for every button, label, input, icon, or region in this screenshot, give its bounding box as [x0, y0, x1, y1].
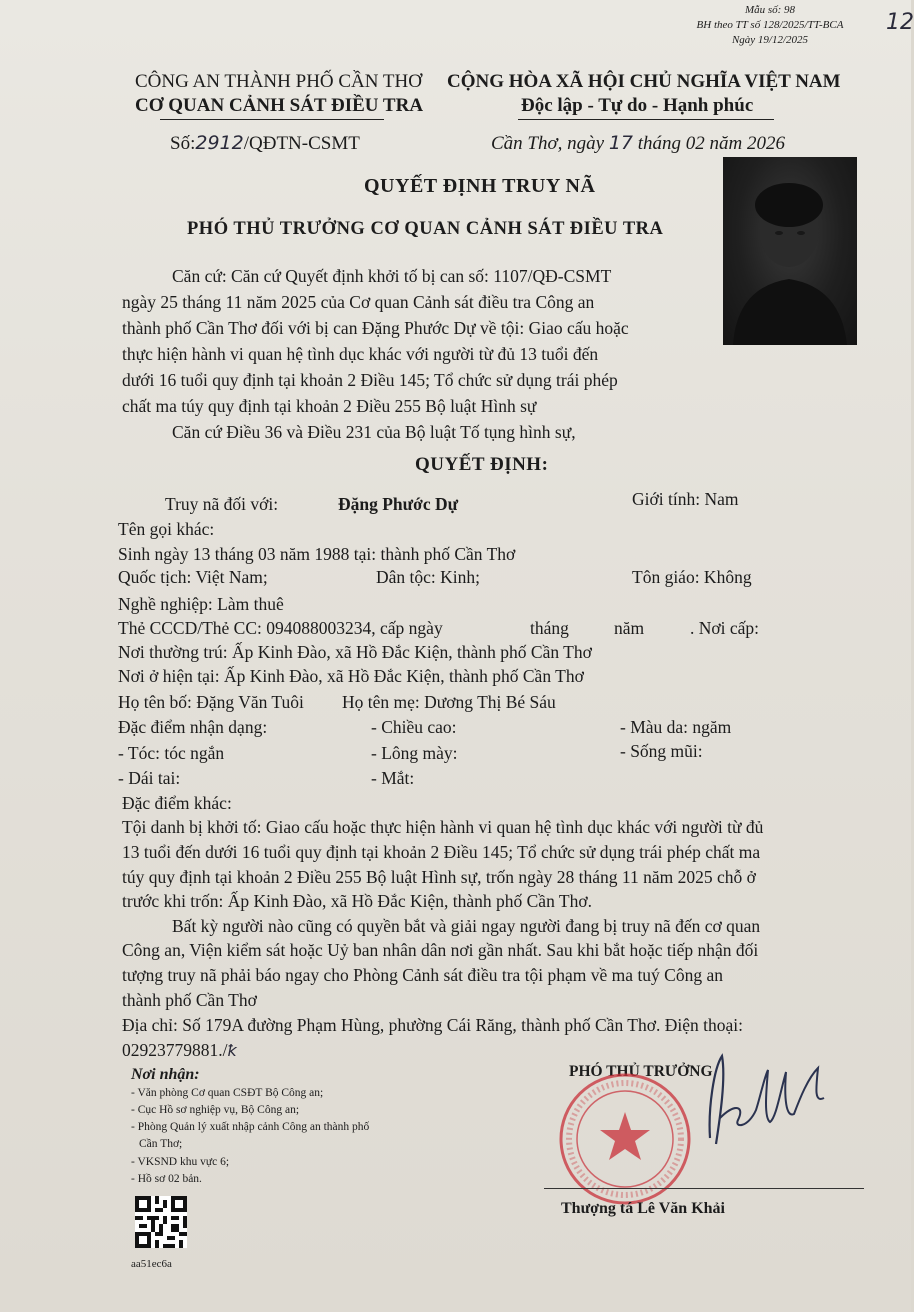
charge-line-4: trước khi trốn: Ấp Kinh Đào, xã Hồ Đắc Kiện, thành phố Cần Thơ. — [122, 891, 592, 911]
recipient-1: - Văn phòng Cơ quan CSĐT Bộ Công an; — [131, 1087, 324, 1099]
agency-department: CƠ QUAN CẢNH SÁT ĐIỀU TRA — [135, 95, 424, 116]
handwritten-mark: ꝁ — [227, 1041, 237, 1060]
feature-eyebrows: - Lông mày: — [371, 743, 458, 763]
decision-heading: QUYẾT ĐỊNH: — [415, 454, 549, 475]
religion: Tôn giáo: Không — [632, 567, 752, 587]
other-features: Đặc điểm khác: — [122, 793, 232, 813]
person-silhouette-icon — [723, 157, 857, 345]
id-issue-place: . Nơi cấp: — [690, 618, 760, 638]
place-date-day: 17 — [608, 132, 634, 154]
basis-line-6: chất ma túy quy định tại khoản 2 Điều 255 Bộ luật Hình sự — [122, 396, 537, 416]
address-line-1: Địa chỉ: Số 179A đường Phạm Hùng, phường Cái Răng, thành phố Cần Thơ. Điện thoại: — [122, 1015, 743, 1035]
issuing-authority: PHÓ THỦ TRƯỞNG CƠ QUAN CẢNH SÁT ĐIỀU TRA — [187, 219, 664, 239]
wanted-name: Đặng Phước Dự — [338, 494, 459, 514]
instruction-line-4: thành phố Cần Thơ — [122, 990, 257, 1010]
form-number: Mẫu số: 98 — [744, 4, 796, 16]
basis-line-7: Căn cứ Điều 36 và Điều 231 của Bộ luật Tố tụng hình sự, — [172, 422, 576, 442]
id-card: Thẻ CCCD/Thẻ CC: 094088003234, cấp ngày — [118, 618, 443, 638]
signature-line — [544, 1188, 864, 1189]
number-suffix: /QĐTN-CSMT — [243, 133, 360, 154]
number-label: Số: — [170, 133, 196, 154]
signer-role: PHÓ THỦ TRƯỞNG — [569, 1063, 713, 1080]
basis-line-1: Căn cứ: Căn cứ Quyết định khởi tố bị can số: 1107/QĐ-CSMT — [172, 266, 612, 286]
charge-line-2: 13 tuổi đến dưới 16 tuổi quy định tại khoản 2 Điều 145; Tổ chức sử dụng trái phép chất ma — [122, 842, 761, 862]
charge-line-1: Tội danh bị khởi tố: Giao cấu hoặc thực hiện hành vi quan hệ tình dục khác với người từ đủ — [122, 817, 764, 837]
recipient-3-cont: Cần Thơ; — [139, 1138, 183, 1150]
qr-code-icon — [135, 1196, 187, 1248]
mother-name: Họ tên mẹ: Dương Thị Bé Sáu — [342, 692, 556, 712]
instruction-line-1: Bất kỳ người nào cũng có quyền bắt và giải ngay người đang bị truy nã đến cơ quan — [172, 916, 761, 936]
phone-number: 02923779881./ — [122, 1040, 228, 1060]
nation-name: CỘNG HÒA XÃ HỘI CHỦ NGHĨA VIỆT NAM — [447, 71, 841, 92]
recipients-label: Nơi nhận: — [131, 1066, 200, 1083]
feature-hair: - Tóc: tóc ngắn — [118, 743, 225, 763]
document-code: aa51ec6a — [131, 1258, 172, 1270]
address-line-2 — [122, 1038, 237, 1063]
permanent-residence: Nơi thường trú: Ấp Kinh Đào, xã Hồ Đắc Kiện, thành phố Cần Thơ — [118, 642, 592, 662]
recipient-5: - Hồ sơ 02 bản. — [131, 1173, 202, 1185]
place-date-suffix: tháng 02 năm 2026 — [637, 133, 786, 154]
recipient-3: - Phòng Quản lý xuất nhập cảnh Công an thành phố — [131, 1121, 370, 1133]
birth-info: Sinh ngày 13 tháng 03 năm 1988 tại: thành phố Cần Thơ — [118, 544, 516, 564]
feature-ear: - Dái tai: — [118, 768, 181, 788]
agency-underline — [160, 119, 384, 120]
basis-line-5: dưới 16 tuổi quy định tại khoản 2 Điều 145; Tổ chức sử dụng trái phép — [122, 370, 618, 390]
recipient-2: - Cục Hồ sơ nghiệp vụ, Bộ Công an; — [131, 1104, 300, 1116]
ethnicity: Dân tộc: Kinh; — [376, 567, 481, 587]
charge-line-3: túy quy định tại khoản 2 Điều 255 Bộ luật Hình sự, trốn ngày 28 tháng 11 năm 2025 chỗ ở — [122, 867, 756, 887]
features-label: Đặc điểm nhận dạng: — [118, 717, 268, 737]
signer-name: Thượng tá Lê Văn Khải — [561, 1200, 725, 1217]
alias: Tên gọi khác: — [118, 519, 215, 539]
instruction-line-3: tượng truy nã phải báo ngay cho Phòng Cảnh sát điều tra tội phạm về ma tuý Công an — [122, 965, 723, 985]
wanted-label: Truy nã đối với: — [165, 494, 279, 514]
basis-line-4: thực hiện hành vi quan hệ tình dục khác với người từ đủ 13 tuổi đến — [122, 344, 599, 364]
feature-eyes: - Mắt: — [371, 768, 415, 788]
basis-line-2: ngày 25 tháng 11 năm 2025 của Cơ quan Cảnh sát điều tra Công an — [122, 292, 595, 312]
feature-nose: - Sống mũi: — [620, 741, 703, 761]
recipient-4: - VKSND khu vực 6; — [131, 1156, 230, 1168]
nationality: Quốc tịch: Việt Nam; — [118, 567, 268, 587]
qr-code — [135, 1196, 187, 1248]
suspect-photo — [723, 157, 857, 345]
id-year: năm — [614, 618, 645, 638]
gender: Giới tính: Nam — [632, 489, 739, 509]
form-date: Ngày 19/12/2025 — [731, 34, 809, 46]
document-number — [170, 131, 360, 156]
corner-handwritten-mark: 12 — [886, 10, 914, 35]
motto-underline — [518, 119, 774, 120]
feature-skin: - Màu da: ngăm — [620, 717, 732, 737]
form-basis: BH theo TT số 128/2025/TT-BCA — [696, 19, 844, 31]
document-title: QUYẾT ĐỊNH TRUY NÃ — [364, 175, 596, 197]
id-month: tháng — [530, 618, 569, 638]
agency-name: CÔNG AN THÀNH PHỐ CẦN THƠ — [135, 71, 422, 92]
nation-motto: Độc lập - Tự do - Hạnh phúc — [521, 95, 754, 116]
number-handwritten: 2912 — [195, 132, 244, 154]
instruction-line-2: Công an, Viện kiểm sát hoặc Uỷ ban nhân dân nơi gần nhất. Sau khi bắt hoặc tiếp nhận đối — [122, 940, 759, 960]
place-date-prefix: Cần Thơ, ngày — [491, 133, 605, 154]
father-name: Họ tên bố: Đặng Văn Tuôi — [118, 692, 304, 712]
place-date — [491, 131, 785, 156]
basis-line-3: thành phố Cần Thơ đối với bị can Đặng Phước Dự về tội: Giao cấu hoặc — [122, 318, 629, 338]
occupation: Nghề nghiệp: Làm thuê — [118, 594, 284, 614]
handwritten-signature-icon — [690, 1048, 840, 1152]
feature-height: - Chiều cao: — [371, 717, 457, 737]
current-residence: Nơi ở hiện tại: Ấp Kinh Đào, xã Hồ Đắc Kiện, thành phố Cần Thơ — [118, 666, 584, 686]
